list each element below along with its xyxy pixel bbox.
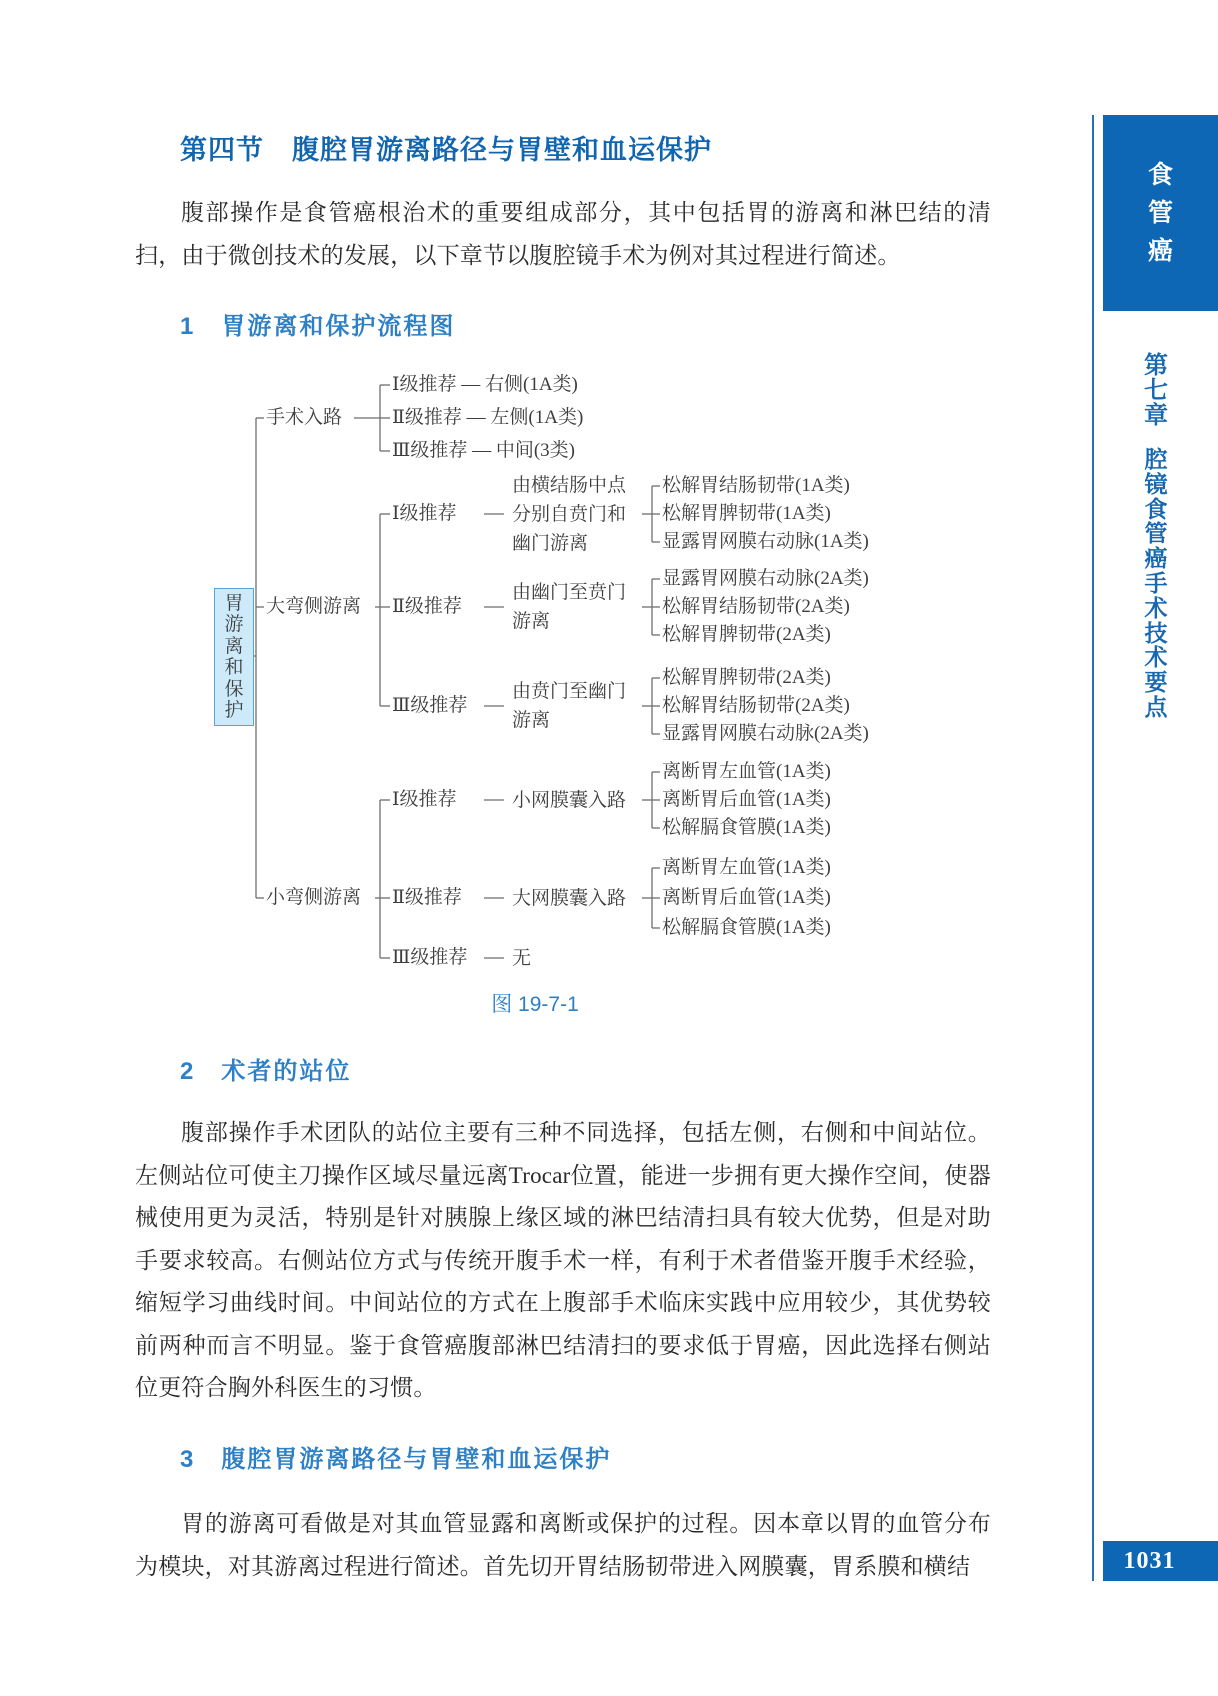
tree-branch-label: 大弯侧游离 bbox=[266, 596, 362, 617]
tree-leaf-step: 松解膈食管膜(1A类) bbox=[662, 917, 831, 938]
tree-branch-label: 手术入路 bbox=[266, 407, 343, 428]
tree-leaf-step: 显露胃网膜右动脉(2A类) bbox=[662, 568, 869, 589]
tree-recommendation-item: Ⅲ级推荐 — 中间(3类) bbox=[392, 440, 575, 461]
paragraph-intro: 腹部操作是食管癌根治术的重要组成部分，其中包括胃的游离和淋巴结的清扫，由于微创技术的发展，以下章节以腹腔镜手术为例对其过程进行简述。 bbox=[135, 200, 991, 268]
section-title: 第四节 腹腔胃游离路径与胃壁和血运保护 bbox=[180, 135, 712, 165]
tree-recommendation-label: Ⅲ级推荐 bbox=[392, 695, 468, 716]
sidebar-chapter-number: 第七章 bbox=[1144, 353, 1168, 429]
tree-approach-description: 小网膜囊入路 bbox=[512, 789, 627, 811]
sidebar-tab-label: 食管癌 bbox=[1147, 161, 1173, 265]
page-number: 1031 bbox=[1123, 1547, 1176, 1574]
tree-connector-lines bbox=[0, 0, 1020, 1000]
paragraph-standing: 腹部操作手术团队的站位主要有三种不同选择，包括左侧，右侧和中间站位。左侧站位可使主刀操作区域尽量远离Trocar位置，能进一步拥有更大操作空间，使器械使用更为灵活，特别是针对胰腺上缘区域的淋巴结清扫具有较大优势，但是对助手要求较高。右侧站位方式与传统开腹手术一样，有利于术者借鉴开腹手术经验，缩短学习曲线时间。中间站位的方式在上腹部手术临床实践中应用较少，其优势较前两种而言不明显。鉴于食管癌腹部淋巴结清扫的要求低于胃癌，因此选择右侧站位更符合胸外科医生的习惯。 bbox=[135, 1120, 991, 1400]
tree-leaf-step: 松解胃结肠韧带(2A类) bbox=[662, 695, 850, 716]
page-number-box bbox=[1103, 1541, 1218, 1581]
heading-flowchart: 1 胃游离和保护流程图 bbox=[180, 313, 456, 340]
tree-approach-description: 由贲门至幽门 游离 bbox=[512, 681, 627, 731]
tree-leaf-step: 显露胃网膜右动脉(1A类) bbox=[662, 531, 869, 552]
tree-approach-description: 由幽门至贲门 游离 bbox=[512, 582, 627, 632]
tree-root-node bbox=[214, 588, 254, 726]
tree-recommendation-item: Ⅰ级推荐 — 右侧(1A类) bbox=[392, 374, 578, 395]
gastric-mobilization-flowchart bbox=[0, 0, 1020, 1000]
tree-recommendation-label: Ⅱ级推荐 bbox=[392, 887, 462, 908]
tree-leaf-step: 显露胃网膜右动脉(2A类) bbox=[662, 723, 869, 744]
tree-recommendation-label: Ⅱ级推荐 bbox=[392, 596, 462, 617]
heading-surgeon-position: 2 术者的站位 bbox=[180, 1058, 352, 1085]
figure-caption: 图 19-7-1 bbox=[491, 993, 579, 1016]
tree-leaf-step: 松解胃脾韧带(1A类) bbox=[662, 503, 831, 524]
tree-root-label: 胃游离和保护 bbox=[224, 592, 244, 721]
paragraph-mobilization: 胃的游离可看做是对其血管显露和离断或保护的过程。因本章以胃的血管分布为模块，对其游离过程进行简述。首先切开胃结肠韧带进入网膜囊，胃系膜和横结 bbox=[135, 1511, 991, 1579]
tree-recommendation-label: Ⅲ级推荐 bbox=[392, 947, 468, 968]
tree-approach-description: 由横结肠中点 分别自贲门和 幽门游离 bbox=[512, 474, 627, 554]
sidebar-tab-esophageal-cancer bbox=[1103, 115, 1218, 311]
tree-recommendation-item: Ⅱ级推荐 — 左侧(1A类) bbox=[392, 407, 584, 428]
tree-leaf-step: 松解胃结肠韧带(2A类) bbox=[662, 596, 850, 617]
tree-leaf-step: 松解胃脾韧带(2A类) bbox=[662, 624, 831, 645]
tree-recommendation-label: Ⅰ级推荐 bbox=[392, 503, 457, 524]
sidebar-chapter-title: 腔镜食管癌手术技术要点 bbox=[1144, 447, 1168, 720]
tree-leaf-step: 离断胃左血管(1A类) bbox=[662, 761, 831, 782]
heading-mobilization: 3 腹腔胃游离路径与胃壁和血运保护 bbox=[180, 1446, 612, 1473]
tree-approach-description: 无 bbox=[512, 947, 532, 969]
tree-leaf-step: 离断胃左血管(1A类) bbox=[662, 857, 831, 878]
tree-leaf-step: 松解胃结肠韧带(1A类) bbox=[662, 475, 850, 496]
tree-recommendation-label: Ⅰ级推荐 bbox=[392, 789, 457, 810]
tree-leaf-step: 松解胃脾韧带(2A类) bbox=[662, 667, 831, 688]
tree-approach-description: 大网膜囊入路 bbox=[512, 887, 627, 909]
tree-leaf-step: 松解膈食管膜(1A类) bbox=[662, 817, 831, 838]
tree-leaf-step: 离断胃后血管(1A类) bbox=[662, 789, 831, 810]
tree-leaf-step: 离断胃后血管(1A类) bbox=[662, 887, 831, 908]
tree-branch-label: 小弯侧游离 bbox=[266, 887, 362, 908]
sidebar-rule bbox=[1092, 115, 1094, 1581]
